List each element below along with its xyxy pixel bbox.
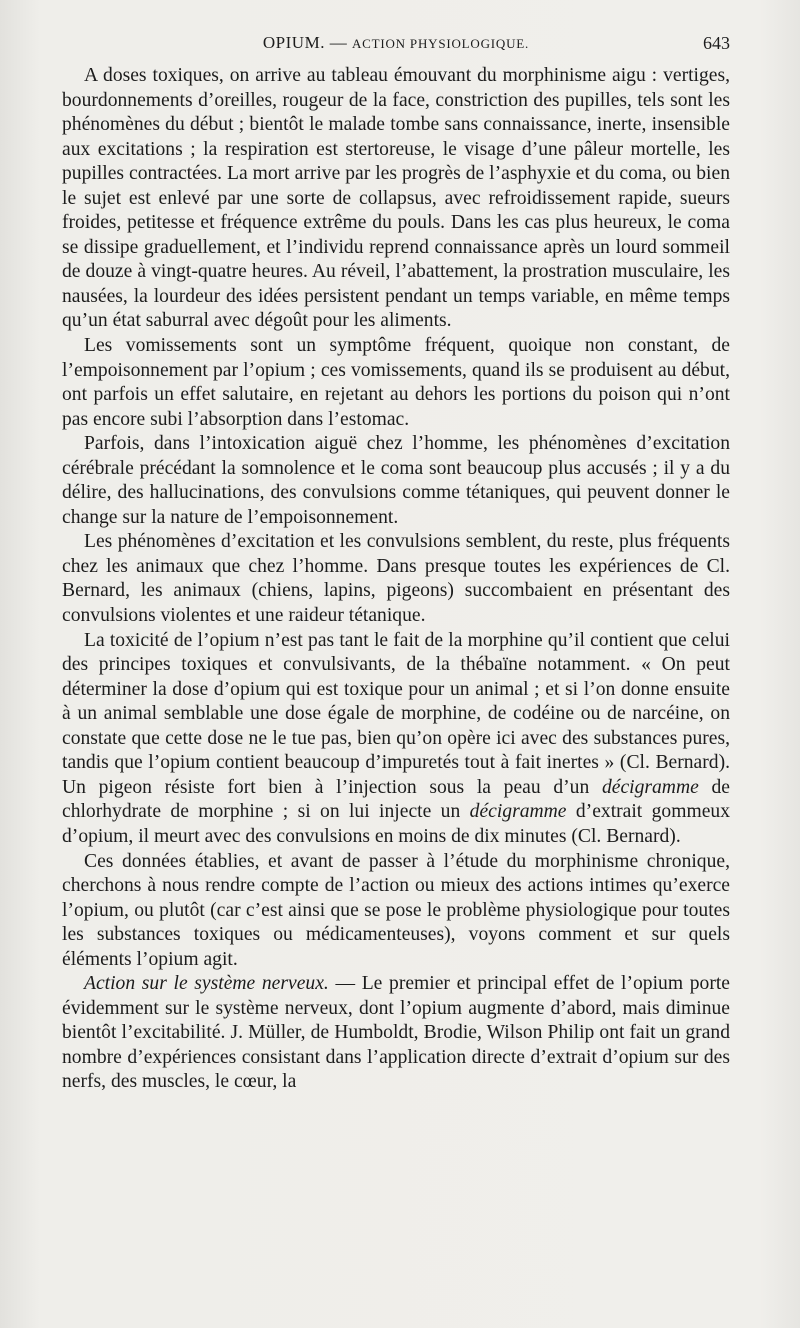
page-number: 643 bbox=[703, 33, 730, 53]
running-title bbox=[62, 33, 730, 53]
paragraph-toxic-doses: A doses toxiques, on arrive au tableau émouvant du morphinisme aigu : vertiges, bourdonnements d’oreilles, rougeur de la face, constriction des pupilles, tels sont les phénomènes du début ; bientôt le malade tombe sans connaissance, inerte, insensible aux excitations ; la respiration est stertoreuse, le visage d’une pâleur mortelle, les pupilles contractées. La mort arrive par les progrès de l’asphyxie et du coma, ou bien le sujet est enlevé par une sorte de collapsus, avec refroidissement rapide, sueurs froides, petitesse et fréquence extrême du pouls. Dans les cas plus heureux, le coma se dissipe graduellement, et l’individu reprend connaissance après un lourd sommeil de douze à vingt-quatre heures. Au réveil, l’abattement, la prostration musculaire, les nausées, la lourdeur des idées persistent pendant un temps variable, en même temps qu’un état saburral avec dégoût pour les aliments. bbox=[62, 65, 730, 332]
paragraph-nervous-system bbox=[62, 972, 730, 1095]
section-heading-nervous-system: Action sur le système nerveux. bbox=[84, 973, 329, 995]
paragraph-vomiting: Les vomissements sont un symptôme fréquent, quoique non constant, de l’empoisonnement par l’opium ; ces vomissements, quand ils se produisent au début, ont parfois un effet salutaire, en rejetant au dehors les portions du poison qui n’ont pas encore subi l’absorption dans l’estomac. bbox=[62, 335, 730, 430]
toxicity-text-before: La toxicité de l’opium n’est pas tant le fait de la morphine qu’il contient que celui des principes toxiques et convulsivants, de la thébaïne notamment. « On peut déterminer la dose d’opium qui est toxique pour un animal ; et si l’on donne ensuite à un animal semblable une dose égale de morphine, de codéine ou de narcéine, on constate que cette dose ne le tue pas, bien qu’on opère ici avec des substances pures, tandis que l’opium contient beaucoup d’impuretés tout à fait inertes » (Cl. Bernard). Un pigeon résiste fort bien à l’injection sous la peau d’un bbox=[62, 629, 730, 798]
toxicity-text-middle: de chlorhydrate de morphine ; si on lui injecte un bbox=[62, 776, 730, 823]
paragraph-excitation-animals: Les phénomènes d’excitation et les convulsions semblent, du reste, plus fréquents chez les animaux que chez l’homme. Dans presque toutes les expériences de Cl. Bernard, les animaux (chiens, lapins, pigeons) succombaient en présentant des convulsions violentes et une raideur tétanique. bbox=[62, 531, 730, 627]
running-title-dash: — bbox=[324, 33, 352, 52]
running-title-section: ACTION PHYSIOLOGIQUE. bbox=[351, 36, 530, 51]
nervous-system-text: — Le premier et principal effet de l’opium porte évidemment sur le système nerveux, dont l’opium augmente d’abord, mais diminue bientôt l’excitabilité. J. Müller, de Humboldt, Brodie, Wilson Philip ont fait un grand nombre d’expériences consistant dans l’application directe d’extrait d’opium sur des nerfs, des muscles, le cœur, la bbox=[62, 973, 730, 1093]
running-title-main: OPIUM. bbox=[262, 33, 325, 52]
paragraph-toxicity bbox=[62, 629, 730, 850]
paragraph-excitation-humans: Parfois, dans l’intoxication aiguë chez l’homme, les phénomènes d’excitation cérébrale précédant la somnolence et le coma sont beaucoup plus accusés ; il y a du délire, des hallucinations, des convulsions comme tétaniques, qui peuvent donner le change sur la nature de l’empoisonnement. bbox=[62, 433, 730, 528]
toxicity-text-after: d’extrait gommeux d’opium, il meurt avec des convulsions en moins de dix minutes (Cl. Bernard). bbox=[62, 801, 730, 847]
paragraph-data-established: Ces données établies, et avant de passer à l’étude du morphinisme chronique, cherchons à nous rendre compte de l’action ou mieux des actions intimes qu’exerce l’opium, ou plutôt (car c’est ainsi que se pose le problème physiologique pour toutes les substances toxiques ou médicamenteuses), voyons comment et sur quels éléments l’opium agit. bbox=[62, 850, 730, 970]
body-text bbox=[62, 64, 730, 1095]
toxicity-italic-decigramme-1: décigramme bbox=[601, 776, 699, 798]
toxicity-italic-decigramme-2: décigramme bbox=[469, 801, 567, 823]
running-header bbox=[62, 33, 730, 55]
